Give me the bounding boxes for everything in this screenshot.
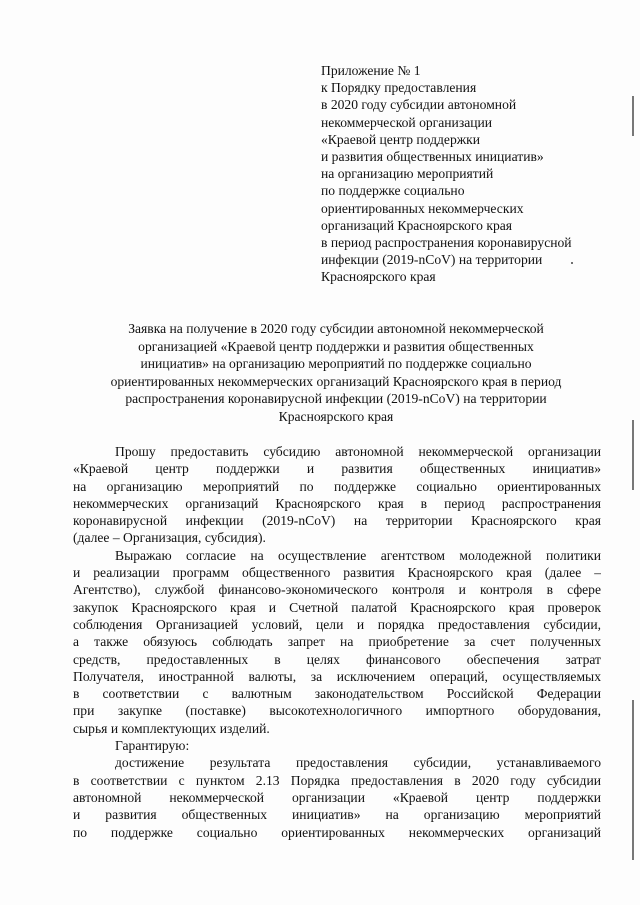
paragraph-line: Гарантирую:	[115, 738, 190, 754]
paragraph-line: коронавирусной инфекции (2019-nCoV) на территории Красноярского края	[73, 513, 601, 529]
paragraph-line: Агентство), службой финансово-экономического контроля и контроля в сфере	[73, 582, 601, 598]
body-paragraph	[73, 737, 601, 754]
paragraph-line: а также обязуюсь соблюдать запрет на приобретение за счет полученных	[73, 634, 601, 650]
paragraph-line: средств, предоставленных в целях финансового обеспечения затрат	[73, 651, 601, 667]
appendix-line: организаций Красноярского края	[321, 217, 513, 233]
appendix-line: к Порядку предоставления	[321, 80, 477, 96]
body-paragraph	[73, 547, 601, 737]
body-paragraph	[73, 443, 601, 547]
paragraph-line: и развития общественных инициатив» на организацию мероприятий	[73, 807, 601, 823]
appendix-line: и развития общественных инициатив»	[321, 149, 544, 165]
application-title	[72, 320, 600, 425]
paragraph-line: в соответствии с валютным законодательством Российской Федерации	[73, 686, 601, 702]
appendix-header-block	[321, 62, 621, 286]
appendix-line: «Краевой центр поддержки	[321, 131, 481, 147]
paragraph-line: соблюдения Организацией условий, цели и порядка предоставления субсидии,	[73, 616, 601, 632]
appendix-line: в период распространения коронавирусной	[321, 235, 572, 251]
title-line: ориентированных некоммерческих организаций Красноярского края в период	[110, 373, 562, 389]
paragraph-line: сырья и комплектующих изделий.	[73, 720, 270, 736]
appendix-number: Приложение № 1	[321, 63, 421, 78]
appendix-line: ориентированных некоммерческих	[321, 200, 524, 216]
paragraph-line: по поддержке социально ориентированных некоммерческих организаций	[73, 824, 601, 840]
paragraph-line: в соответствии с пунктом 2.13 Порядка предоставления в 2020 году субсидии	[73, 772, 601, 788]
appendix-line: Красноярского края	[321, 269, 436, 285]
paragraph-line: и реализации программ общественного развития Красноярского края (далее –	[73, 565, 601, 581]
paragraph-line: Выражаю согласие на осуществление агентством молодежной политики	[115, 547, 601, 563]
title-line: Красноярского края	[278, 408, 394, 424]
document-body	[73, 443, 601, 841]
title-line: организацией «Краевой центр поддержки и развития общественных	[138, 338, 534, 354]
paragraph-line: (далее – Организация, субсидия).	[73, 530, 266, 546]
paragraph-line: некоммерческих организаций Красноярского края в период распространения	[73, 495, 601, 511]
paragraph-line: автономной некоммерческой организации «Краевой центр поддержки	[73, 789, 601, 805]
paragraph-line: закупок Красноярского края и Счетной палатой Красноярского края проверок	[73, 599, 601, 615]
appendix-line: на организацию мероприятий	[321, 166, 494, 182]
appendix-line: в 2020 году субсидии автономной	[321, 97, 517, 113]
scan-edge-mark	[632, 420, 634, 490]
paragraph-line: достижение результата предоставления субсидии, устанавливаемого	[115, 755, 601, 771]
title-line: Заявка на получение в 2020 году субсидии автономной некоммерческой	[128, 321, 544, 336]
paragraph-line: при закупке (поставке) высокотехнологичного импортного оборудования,	[73, 703, 601, 719]
scan-dot	[571, 262, 573, 264]
body-paragraph	[73, 754, 601, 840]
scan-edge-mark	[632, 700, 634, 860]
appendix-line: инфекции (2019-nCoV) на территории	[321, 252, 543, 268]
paragraph-line: Получателя, иностранной валюты, за исключением операций, осуществляемых	[73, 668, 601, 684]
appendix-line: по поддержке социально	[321, 183, 465, 199]
paragraph-line: «Краевой центр поддержки и развития общественных инициатив»	[73, 461, 601, 477]
appendix-line: некоммерческой организации	[321, 114, 493, 130]
title-line: распространения коронавирусной инфекции (2019-nCoV) на территории	[125, 391, 547, 406]
paragraph-line: на организацию мероприятий по поддержке социально ориентированных	[73, 478, 601, 494]
scan-edge-mark	[632, 96, 634, 136]
title-line: инициатив» на организацию мероприятий по поддержке социально	[140, 356, 532, 371]
paragraph-line: Прошу предоставить субсидию автономной некоммерческой организации	[115, 444, 601, 459]
